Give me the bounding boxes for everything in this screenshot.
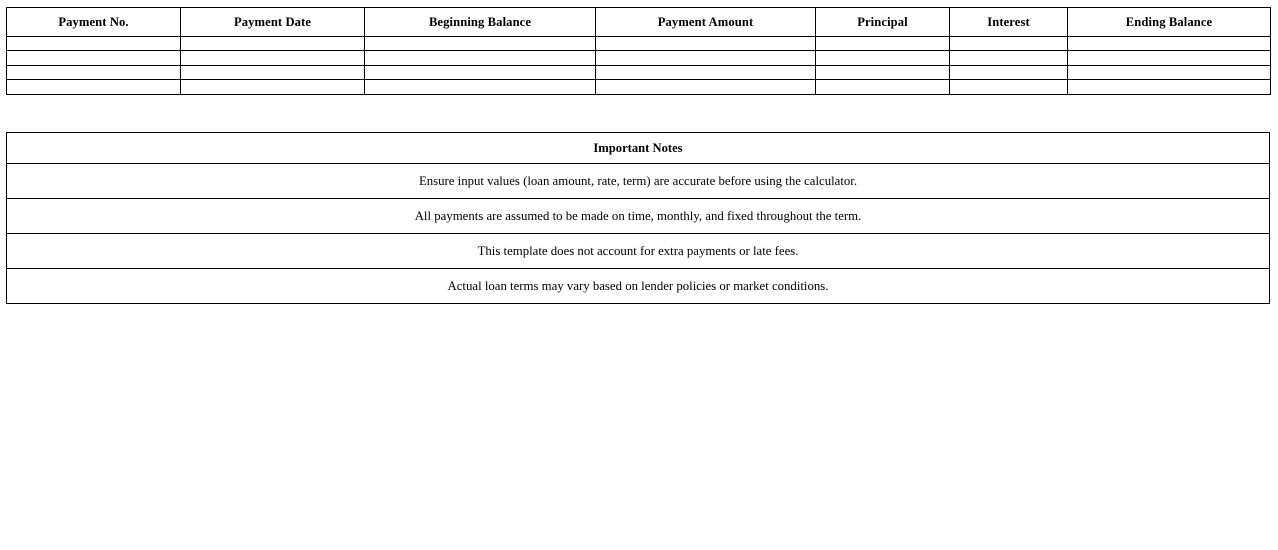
cell-principal[interactable] bbox=[816, 80, 950, 94]
cell-payment-no[interactable] bbox=[7, 37, 181, 51]
cell-payment-amount[interactable] bbox=[596, 80, 816, 94]
cell-payment-no[interactable] bbox=[7, 51, 181, 65]
cell-beginning-balance[interactable] bbox=[365, 51, 596, 65]
column-header-payment-date: Payment Date bbox=[181, 8, 365, 37]
notes-title: Important Notes bbox=[7, 133, 1270, 164]
cell-ending-balance[interactable] bbox=[1068, 37, 1271, 51]
note-item-3: This template does not account for extra payments or late fees. bbox=[7, 234, 1270, 269]
note-item-2: All payments are assumed to be made on time, monthly, and fixed throughout the term. bbox=[7, 199, 1270, 234]
column-header-beginning-balance: Beginning Balance bbox=[365, 8, 596, 37]
table-row[interactable] bbox=[7, 80, 1271, 94]
note-item-1: Ensure input values (loan amount, rate, term) are accurate before using the calculator. bbox=[7, 164, 1270, 199]
list-item bbox=[7, 234, 1270, 269]
cell-interest[interactable] bbox=[950, 51, 1068, 65]
column-header-payment-no: Payment No. bbox=[7, 8, 181, 37]
cell-payment-date[interactable] bbox=[181, 65, 365, 79]
column-header-ending-balance: Ending Balance bbox=[1068, 8, 1271, 37]
column-header-principal: Principal bbox=[816, 8, 950, 37]
cell-beginning-balance[interactable] bbox=[365, 80, 596, 94]
cell-principal[interactable] bbox=[816, 51, 950, 65]
list-item bbox=[7, 269, 1270, 304]
important-notes-section bbox=[6, 132, 1270, 304]
cell-principal[interactable] bbox=[816, 37, 950, 51]
cell-payment-no[interactable] bbox=[7, 65, 181, 79]
cell-payment-amount[interactable] bbox=[596, 65, 816, 79]
important-notes-table bbox=[6, 132, 1270, 304]
cell-payment-no[interactable] bbox=[7, 80, 181, 94]
list-item bbox=[7, 199, 1270, 234]
cell-interest[interactable] bbox=[950, 80, 1068, 94]
list-item bbox=[7, 164, 1270, 199]
cell-ending-balance[interactable] bbox=[1068, 65, 1271, 79]
cell-payment-amount[interactable] bbox=[596, 37, 816, 51]
cell-interest[interactable] bbox=[950, 65, 1068, 79]
cell-principal[interactable] bbox=[816, 65, 950, 79]
cell-payment-date[interactable] bbox=[181, 51, 365, 65]
cell-beginning-balance[interactable] bbox=[365, 65, 596, 79]
column-header-interest: Interest bbox=[950, 8, 1068, 37]
note-item-4: Actual loan terms may vary based on lender policies or market conditions. bbox=[7, 269, 1270, 304]
notes-header-row bbox=[7, 133, 1270, 164]
cell-payment-date[interactable] bbox=[181, 80, 365, 94]
amortization-schedule-table bbox=[6, 7, 1271, 95]
cell-beginning-balance[interactable] bbox=[365, 37, 596, 51]
table-row[interactable] bbox=[7, 51, 1271, 65]
table-row[interactable] bbox=[7, 65, 1271, 79]
cell-interest[interactable] bbox=[950, 37, 1068, 51]
column-header-payment-amount: Payment Amount bbox=[596, 8, 816, 37]
cell-payment-amount[interactable] bbox=[596, 51, 816, 65]
cell-ending-balance[interactable] bbox=[1068, 80, 1271, 94]
table-header-row bbox=[7, 8, 1271, 37]
cell-payment-date[interactable] bbox=[181, 37, 365, 51]
amortization-schedule-section bbox=[6, 7, 1270, 95]
cell-ending-balance[interactable] bbox=[1068, 51, 1271, 65]
table-row[interactable] bbox=[7, 37, 1271, 51]
